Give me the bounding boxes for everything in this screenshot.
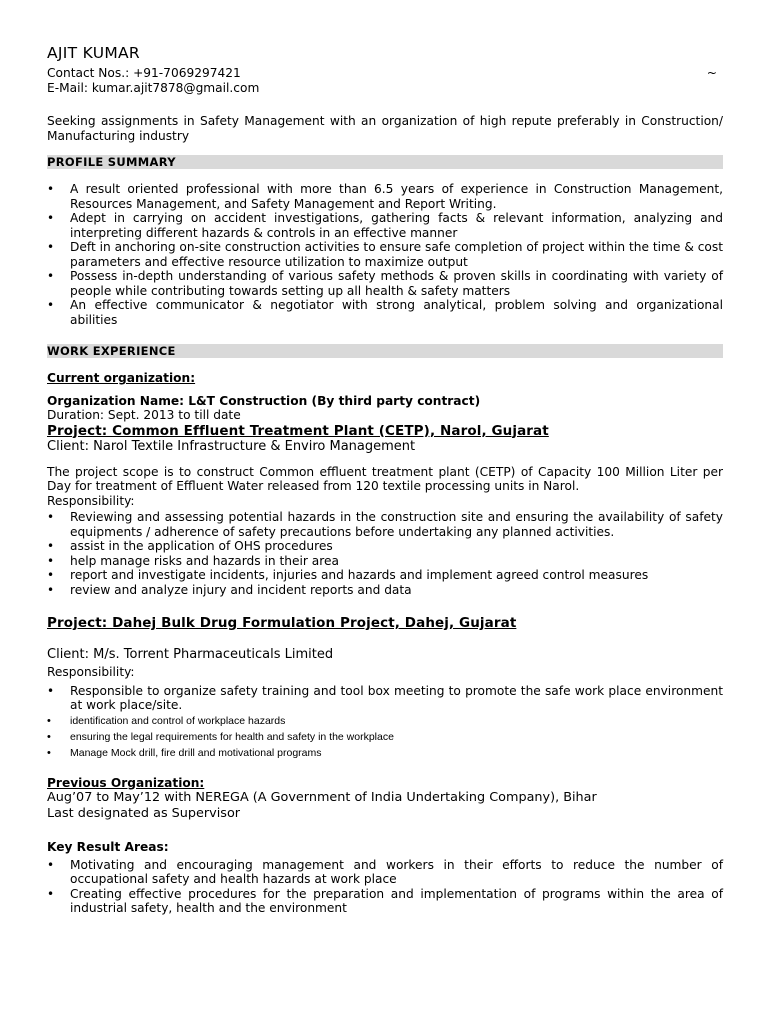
list-item: • Manage Mock drill, fire drill and motivational programs bbox=[47, 746, 322, 759]
bullet-icon: • bbox=[47, 211, 55, 225]
responsibility-label: Responsibility: bbox=[47, 665, 135, 679]
tilde-mark: ~ bbox=[706, 66, 717, 80]
email-line: E-Mail: kumar.ajit7878@gmail.com bbox=[47, 80, 260, 95]
list-item: • Adept in carrying on accident investigations, gathering facts & relevant information, analyzing and interpreting different hazards & controls in an effective manner bbox=[47, 211, 723, 240]
list-item: • help manage risks and hazards in their area bbox=[47, 553, 339, 568]
list-item: • Deft in anchoring on-site construction activities to ensure safe completion of project within the time & cost parameters and effective resource utilization to maximize output bbox=[47, 240, 723, 269]
bullet-icon: • bbox=[47, 298, 55, 312]
bullet-icon: • bbox=[47, 240, 55, 254]
bullet-icon: • bbox=[47, 182, 55, 196]
list-item: • Motivating and encouraging management and workers in their efforts to reduce the number of occupational safety and health hazards at work place bbox=[47, 857, 723, 886]
client-name: Client: M/s. Torrent Pharmaceuticals Limited bbox=[47, 647, 334, 662]
previous-org-line: Aug’07 to May’12 with NEREGA (A Government of India Undertaking Company), Bihar bbox=[47, 790, 597, 805]
project-title: Project: Common Effluent Treatment Plant (CETP), Narol, Gujarat bbox=[47, 422, 549, 439]
bullet-icon: • bbox=[47, 886, 55, 901]
objective-text: Seeking assignments in Safety Management with an organization of high repute preferably in Construction/ Manufacturing industry bbox=[47, 114, 723, 143]
kra-label: Key Result Areas: bbox=[47, 840, 169, 854]
bullet-icon: • bbox=[47, 714, 51, 727]
list-item: • Possess in-depth understanding of various safety methods & proven skills in coordinating with variety of people while contributing towards setting up all health & safety matters bbox=[47, 269, 723, 298]
list-item: • ensuring the legal requirements for health and safety in the workplace bbox=[47, 730, 394, 743]
contact-row bbox=[47, 66, 723, 81]
list-item: • Reviewing and assessing potential hazards in the construction site and ensuring the availability of safety equipments / adherence of safety precautions before undertaking any planned activities. bbox=[47, 510, 723, 539]
project-scope: The project scope is to construct Common effluent treatment plant (CETP) of Capacity 100 Million Liter per Day for treatment of Effluent Water released from 120 textile processing units in Narol. bbox=[47, 464, 723, 493]
project-title: Project: Dahej Bulk Drug Formulation Project, Dahej, Gujarat bbox=[47, 615, 517, 631]
list-item: • An effective communicator & negotiator with strong analytical, problem solving and organizational abilities bbox=[47, 298, 723, 327]
previous-designation: Last designated as Supervisor bbox=[47, 806, 241, 821]
bullet-icon: • bbox=[47, 857, 55, 872]
bullet-icon: • bbox=[47, 553, 55, 568]
bullet-icon: • bbox=[47, 746, 51, 759]
contact-number: Contact Nos.: +91-7069297421 bbox=[47, 66, 241, 80]
profile-summary-list bbox=[47, 182, 723, 327]
bullet-icon: • bbox=[47, 568, 55, 582]
profile-summary-heading: PROFILE SUMMARY bbox=[47, 155, 723, 169]
list-item: • A result oriented professional with more than 6.5 years of experience in Construction Management, Resources Management, and Safety Management and Report Writing. bbox=[47, 182, 723, 211]
org-name: Organization Name: L&T Construction (By third party contract) bbox=[47, 393, 481, 408]
bullet-icon: • bbox=[47, 269, 55, 283]
kra-list bbox=[47, 858, 723, 916]
responsibility-list bbox=[47, 510, 723, 597]
responsibility-list-small bbox=[47, 713, 723, 761]
bullet-icon: • bbox=[47, 510, 55, 524]
candidate-name: AJIT KUMAR bbox=[47, 44, 140, 62]
list-item: • report and investigate incidents, injuries and hazards and implement agreed control measures bbox=[47, 568, 649, 582]
list-item: • Creating effective procedures for the preparation and implementation of programs within the area of industrial safety, health and the environment bbox=[47, 886, 723, 915]
bullet-icon: • bbox=[47, 730, 51, 743]
responsibility-list bbox=[47, 684, 723, 713]
current-org-label: Current organization: bbox=[47, 371, 196, 385]
list-item: • identification and control of workplace hazards bbox=[47, 714, 286, 727]
resume-page bbox=[47, 44, 723, 916]
client-name: Client: Narol Textile Infrastructure & Enviro Management bbox=[47, 438, 416, 454]
list-item: • Responsible to organize safety training and tool box meeting to promote the safe work place environment at work place/site. bbox=[47, 683, 723, 712]
responsibility-label: Responsibility: bbox=[47, 493, 135, 508]
previous-org-label: Previous Organization: bbox=[47, 775, 205, 790]
bullet-icon: • bbox=[47, 582, 55, 597]
work-experience-heading: WORK EXPERIENCE bbox=[47, 344, 723, 358]
duration: Duration: Sept. 2013 to till date bbox=[47, 408, 241, 422]
bullet-icon: • bbox=[47, 683, 55, 698]
list-item: • review and analyze injury and incident reports and data bbox=[47, 582, 412, 597]
bullet-icon: • bbox=[47, 539, 55, 553]
list-item: • assist in the application of OHS procedures bbox=[47, 539, 333, 553]
